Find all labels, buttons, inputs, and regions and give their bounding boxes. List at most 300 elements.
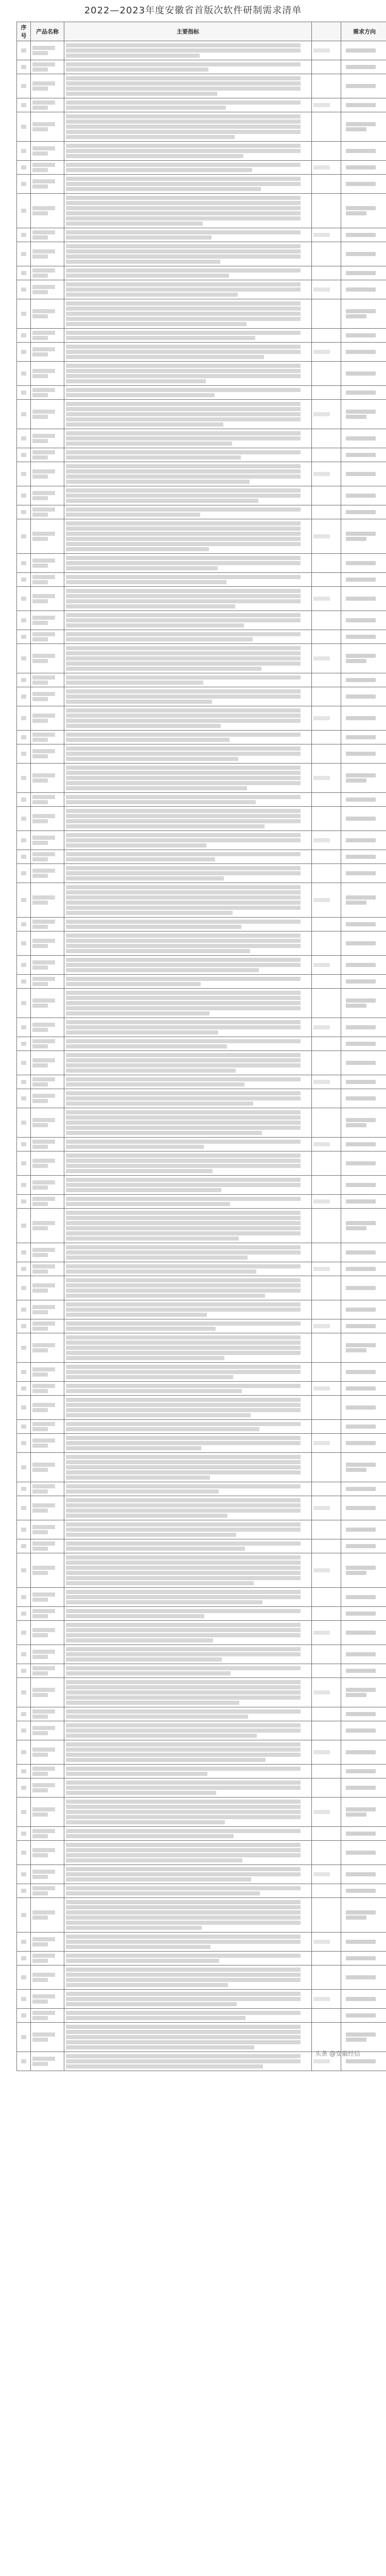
indicator-text-placeholder	[66, 1680, 301, 1684]
product-name-placeholder	[32, 255, 48, 259]
table-row	[17, 1151, 386, 1176]
row-number-cell	[17, 1841, 31, 1865]
indicator-text-placeholder	[66, 1126, 301, 1130]
demand-direction-cell	[341, 831, 386, 850]
gap-cell	[312, 429, 341, 448]
indicator-text-placeholder	[66, 201, 301, 205]
indicator-text-placeholder	[66, 1609, 301, 1613]
gap-cell	[312, 611, 341, 630]
product-name-placeholder	[32, 106, 48, 110]
product-name-placeholder	[32, 944, 48, 948]
gap-cell	[312, 362, 341, 386]
row-number-placeholder	[21, 1669, 26, 1673]
demand-direction-placeholder	[346, 838, 376, 842]
main-indicators-cell	[64, 706, 312, 731]
indicator-text-placeholder	[66, 1058, 301, 1062]
row-number-placeholder	[21, 855, 26, 859]
gap-cell	[312, 1363, 341, 1382]
indicator-text-placeholder	[66, 1997, 301, 2001]
demand-direction-placeholder	[346, 65, 376, 69]
indicator-text-placeholder	[66, 499, 258, 503]
main-indicators-cell	[64, 1588, 312, 1607]
row-number-placeholder	[21, 453, 26, 457]
demand-direction-placeholder	[346, 1226, 366, 1230]
product-name-placeholder	[32, 496, 48, 500]
indicator-text-placeholder	[66, 781, 301, 785]
demand-direction-placeholder	[346, 1463, 376, 1467]
gap-cell	[312, 1898, 341, 1933]
demand-direction-placeholder	[346, 1405, 376, 1410]
product-name-cell	[31, 1827, 64, 1841]
row-number-cell	[17, 1520, 31, 1539]
indicator-text-placeholder	[66, 982, 201, 986]
indicator-text-placeholder	[66, 1356, 224, 1360]
product-name-cell	[31, 975, 64, 989]
product-name-placeholder	[32, 1731, 48, 1735]
product-name-cell	[31, 1765, 64, 1778]
indicator-text-placeholder	[66, 1269, 256, 1274]
table-row	[17, 611, 386, 630]
table-row	[17, 1319, 386, 1333]
demand-direction-placeholder	[346, 537, 366, 541]
row-number-placeholder	[21, 391, 26, 395]
indicator-text-placeholder	[66, 885, 301, 889]
product-name-placeholder	[32, 249, 55, 253]
gap-placeholder	[313, 1568, 330, 1572]
row-number-cell	[17, 462, 31, 486]
indicator-text-placeholder	[66, 1647, 301, 1651]
gap-cell	[312, 1588, 341, 1607]
gap-cell	[312, 343, 341, 362]
product-name-cell	[31, 673, 64, 687]
product-name-placeholder	[32, 1772, 48, 1776]
row-number-placeholder	[21, 472, 26, 476]
product-name-cell	[31, 807, 64, 831]
gap-cell	[312, 1865, 341, 1884]
indicator-text-placeholder	[66, 667, 261, 671]
indicator-text-placeholder	[66, 163, 301, 167]
indicator-text-placeholder	[66, 1427, 259, 1431]
product-name-cell	[31, 194, 64, 228]
table-row	[17, 1051, 386, 1075]
gap-cell	[312, 1434, 341, 1453]
table-row	[17, 41, 386, 60]
product-name-cell	[31, 1018, 64, 1037]
main-indicators-cell	[64, 60, 312, 74]
demand-direction-cell	[341, 1151, 386, 1176]
row-number-placeholder	[21, 898, 26, 902]
main-indicators-cell	[64, 1898, 312, 1933]
indicator-text-placeholder	[66, 1834, 234, 1838]
indicator-text-placeholder	[66, 824, 265, 828]
product-name-placeholder	[32, 1994, 55, 1998]
row-number-placeholder	[21, 838, 26, 842]
demand-direction-cell	[341, 807, 386, 831]
indicator-text-placeholder	[66, 513, 200, 517]
demand-direction-cell	[341, 1645, 386, 1664]
demand-direction-placeholder	[346, 694, 376, 699]
product-name-cell	[31, 1588, 64, 1607]
indicator-text-placeholder	[66, 1701, 239, 1705]
indicator-text-placeholder	[66, 521, 301, 526]
row-number-cell	[17, 386, 31, 400]
indicator-text-placeholder	[66, 2011, 301, 2015]
table-row	[17, 1721, 386, 1740]
table-row	[17, 1965, 386, 1990]
row-number-cell	[17, 673, 31, 687]
indicator-text-placeholder	[66, 322, 247, 326]
gap-cell	[312, 1707, 341, 1721]
gap-cell	[312, 1765, 341, 1778]
row-number-cell	[17, 1396, 31, 1420]
product-name-cell	[31, 329, 64, 343]
demand-direction-placeholder	[346, 103, 376, 107]
indicator-text-placeholder	[66, 1781, 301, 1785]
product-name-placeholder	[32, 1910, 55, 1914]
product-name-placeholder	[32, 632, 55, 636]
product-name-cell	[31, 644, 64, 673]
product-name-placeholder	[32, 1829, 55, 1833]
gap-cell	[312, 918, 341, 931]
gap-cell	[312, 1420, 341, 1434]
indicator-text-placeholder	[66, 2054, 301, 2058]
row-number-placeholder	[21, 1631, 26, 1635]
indicator-text-placeholder	[66, 1101, 253, 1106]
document-page	[16, 0, 376, 2071]
gap-cell	[312, 1721, 341, 1740]
gap-cell	[312, 194, 341, 228]
row-number-cell	[17, 1209, 31, 1243]
product-name-placeholder	[32, 62, 55, 66]
table-row	[17, 112, 386, 142]
product-name-cell	[31, 74, 64, 98]
row-number-cell	[17, 831, 31, 850]
table-row	[17, 1075, 386, 1089]
row-number-placeholder	[21, 656, 26, 660]
row-number-placeholder	[21, 1810, 26, 1814]
indicator-text-placeholder	[66, 566, 218, 570]
main-indicators-cell	[64, 1553, 312, 1588]
table-row	[17, 1588, 386, 1607]
product-name-cell	[31, 299, 64, 329]
indicator-text-placeholder	[66, 795, 301, 799]
gap-cell	[312, 266, 341, 280]
product-name-placeholder	[32, 455, 48, 460]
table-row	[17, 386, 386, 400]
gap-placeholder	[313, 1997, 330, 2001]
demand-direction-placeholder	[346, 597, 376, 601]
gap-cell	[312, 1176, 341, 1195]
indicator-text-placeholder	[66, 1886, 301, 1890]
table-row	[17, 975, 386, 989]
indicator-text-placeholder	[66, 838, 301, 842]
product-name-placeholder	[32, 795, 55, 799]
product-name-cell	[31, 706, 64, 731]
product-name-cell	[31, 343, 64, 362]
gap-cell	[312, 989, 341, 1018]
gap-cell	[312, 175, 341, 194]
indicator-text-placeholder	[66, 1853, 301, 1857]
demand-direction-cell	[341, 1539, 386, 1553]
table-row	[17, 1276, 386, 1300]
gap-cell	[312, 673, 341, 687]
product-name-placeholder	[32, 1310, 48, 1314]
demand-direction-cell	[341, 329, 386, 343]
row-number-placeholder	[21, 1889, 26, 1893]
row-number-cell	[17, 1333, 31, 1363]
table-row	[17, 1607, 386, 1621]
row-number-placeholder	[21, 84, 26, 88]
product-name-placeholder	[32, 1264, 55, 1268]
indicator-text-placeholder	[66, 1983, 228, 1987]
row-number-placeholder	[21, 1544, 26, 1548]
row-number-placeholder	[21, 1712, 26, 1716]
indicator-text-placeholder	[66, 244, 301, 248]
demand-direction-placeholder	[346, 941, 376, 945]
indicator-text-placeholder	[66, 632, 301, 636]
gap-cell	[312, 1482, 341, 1496]
demand-direction-cell	[341, 1865, 386, 1884]
product-name-placeholder	[32, 1305, 55, 1309]
main-indicators-cell	[64, 1333, 312, 1363]
gap-placeholder	[313, 1080, 330, 1084]
demand-direction-placeholder	[346, 1956, 376, 1960]
product-name-placeholder	[32, 1598, 48, 1602]
header-gap	[312, 22, 341, 41]
product-name-placeholder	[32, 1709, 55, 1714]
demand-direction-placeholder	[346, 1096, 376, 1100]
row-number-placeholder	[21, 1080, 26, 1084]
indicator-text-placeholder	[66, 681, 203, 685]
table-row	[17, 448, 386, 462]
product-name-placeholder	[32, 754, 48, 758]
demand-direction-placeholder	[346, 817, 376, 821]
gap-cell	[312, 850, 341, 864]
main-indicators-cell	[64, 1089, 312, 1108]
demand-direction-placeholder	[346, 1343, 376, 1347]
indicator-text-placeholder	[66, 230, 301, 234]
main-indicators-cell	[64, 764, 312, 793]
demand-direction-cell	[341, 1588, 386, 1607]
table-row	[17, 1520, 386, 1539]
demand-direction-placeholder	[346, 1487, 376, 1491]
indicator-text-placeholder	[66, 991, 301, 995]
main-indicators-cell	[64, 1018, 312, 1037]
row-number-cell	[17, 1453, 31, 1482]
table-row	[17, 1382, 386, 1396]
gap-cell	[312, 400, 341, 429]
indicator-text-placeholder	[66, 977, 301, 981]
indicator-text-placeholder	[66, 350, 301, 354]
indicator-text-placeholder	[66, 301, 301, 306]
row-number-cell	[17, 74, 31, 98]
indicator-text-placeholder	[66, 1365, 301, 1369]
demand-direction-placeholder	[346, 472, 376, 476]
main-indicators-cell	[64, 1396, 312, 1420]
indicator-text-placeholder	[66, 1001, 301, 1005]
row-number-cell	[17, 299, 31, 329]
product-name-placeholder	[32, 1422, 55, 1426]
indicator-text-placeholder	[66, 1370, 301, 1374]
product-name-placeholder	[32, 616, 55, 620]
indicator-text-placeholder	[66, 675, 301, 680]
indicator-text-placeholder	[66, 1044, 227, 1048]
gap-cell	[312, 505, 341, 519]
indicator-text-placeholder	[66, 345, 301, 349]
product-name-placeholder	[32, 1289, 48, 1293]
demand-direction-cell	[341, 1300, 386, 1319]
demand-direction-placeholder	[346, 211, 366, 215]
main-indicators-cell	[64, 554, 312, 573]
row-number-cell	[17, 112, 31, 142]
requirements-body	[17, 41, 386, 2071]
indicator-text-placeholder	[66, 1145, 204, 1149]
indicator-text-placeholder	[66, 1671, 231, 1675]
product-name-cell	[31, 1798, 64, 1827]
demand-direction-placeholder	[346, 2038, 366, 2042]
table-row	[17, 1553, 386, 1588]
product-name-cell	[31, 989, 64, 1018]
product-name-placeholder	[32, 1853, 48, 1857]
demand-direction-cell	[341, 1898, 386, 1933]
row-number-placeholder	[21, 716, 26, 720]
product-name-placeholder	[32, 1389, 48, 1393]
main-indicators-cell	[64, 793, 312, 807]
row-number-cell	[17, 644, 31, 673]
table-row	[17, 2009, 386, 2023]
indicator-text-placeholder	[66, 268, 301, 273]
indicator-text-placeholder	[66, 589, 301, 593]
demand-direction-placeholder	[346, 561, 376, 565]
row-number-cell	[17, 448, 31, 462]
product-name-placeholder	[32, 1327, 48, 1331]
table-row	[17, 2023, 386, 2052]
indicator-text-placeholder	[66, 307, 301, 311]
table-row	[17, 343, 386, 362]
indicator-text-placeholder	[66, 1623, 301, 1627]
indicator-text-placeholder	[66, 206, 301, 210]
demand-direction-placeholder	[346, 1940, 376, 1944]
demand-direction-cell	[341, 975, 386, 989]
gap-cell	[312, 975, 341, 989]
demand-direction-cell	[341, 1884, 386, 1898]
indicator-text-placeholder	[66, 1858, 242, 1862]
indicator-text-placeholder	[66, 494, 301, 498]
table-row	[17, 266, 386, 280]
row-number-cell	[17, 706, 31, 731]
demand-direction-placeholder	[346, 1544, 376, 1548]
product-name-cell	[31, 744, 64, 764]
product-name-placeholder	[32, 1875, 48, 1879]
gap-cell	[312, 1243, 341, 1262]
indicator-text-placeholder	[66, 1384, 301, 1388]
row-number-placeholder	[21, 1267, 26, 1271]
demand-direction-placeholder	[346, 182, 376, 186]
demand-direction-placeholder	[346, 1728, 376, 1733]
demand-direction-placeholder	[346, 149, 376, 153]
product-name-placeholder	[32, 558, 55, 563]
product-name-placeholder	[32, 434, 55, 438]
product-name-cell	[31, 505, 64, 519]
indicator-text-placeholder	[66, 651, 301, 655]
row-number-placeholder	[21, 1940, 26, 1944]
indicator-text-placeholder	[66, 800, 256, 804]
demand-direction-placeholder	[346, 871, 376, 875]
product-name-placeholder	[32, 230, 55, 234]
demand-direction-placeholder	[346, 1807, 376, 1811]
product-name-placeholder	[32, 179, 55, 183]
main-indicators-cell	[64, 329, 312, 343]
product-name-placeholder	[32, 1180, 55, 1184]
demand-direction-cell	[341, 1037, 386, 1051]
gap-cell	[312, 1195, 341, 1209]
product-name-cell	[31, 1621, 64, 1645]
product-name-placeholder	[32, 1807, 55, 1811]
product-name-cell	[31, 587, 64, 611]
demand-direction-placeholder	[346, 798, 376, 802]
product-name-placeholder	[32, 1063, 48, 1067]
row-number-cell	[17, 1952, 31, 1965]
row-number-placeholder	[21, 941, 26, 945]
table-row	[17, 161, 386, 175]
product-name-cell	[31, 161, 64, 175]
product-name-cell	[31, 1151, 64, 1176]
row-number-cell	[17, 1588, 31, 1607]
product-name-placeholder	[32, 800, 48, 804]
gap-placeholder	[313, 963, 330, 967]
product-name-placeholder	[32, 67, 48, 72]
product-name-cell	[31, 1396, 64, 1420]
main-indicators-cell	[64, 1933, 312, 1952]
indicator-text-placeholder	[66, 1115, 301, 1120]
indicator-text-placeholder	[66, 455, 241, 460]
row-number-placeholder	[21, 209, 26, 213]
product-name-placeholder	[32, 1372, 48, 1377]
demand-direction-cell	[341, 883, 386, 918]
product-name-placeholder	[32, 977, 55, 981]
product-name-cell	[31, 1990, 64, 2009]
main-indicators-cell	[64, 1382, 312, 1396]
indicator-text-placeholder	[66, 925, 241, 929]
main-indicators-cell	[64, 386, 312, 400]
indicator-text-placeholder	[66, 1867, 301, 1871]
table-row	[17, 1018, 386, 1037]
gap-placeholder	[313, 350, 330, 354]
row-number-placeholder	[21, 149, 26, 153]
product-name-cell	[31, 1089, 64, 1108]
product-name-placeholder	[32, 714, 55, 718]
demand-direction-placeholder	[346, 1652, 376, 1656]
gap-placeholder	[313, 898, 330, 902]
product-name-cell	[31, 1108, 64, 1138]
demand-direction-placeholder	[346, 287, 376, 292]
demand-direction-cell	[341, 519, 386, 554]
row-number-cell	[17, 2052, 31, 2071]
gap-placeholder	[313, 1199, 330, 1204]
indicator-text-placeholder	[66, 317, 301, 321]
indicator-text-placeholder	[66, 580, 226, 584]
main-indicators-cell	[64, 1778, 312, 1798]
demand-direction-cell	[341, 1707, 386, 1721]
demand-direction-cell	[341, 486, 386, 505]
product-name-placeholder	[32, 1628, 55, 1632]
indicator-text-placeholder	[66, 393, 215, 397]
product-name-placeholder	[32, 814, 55, 818]
row-number-cell	[17, 1151, 31, 1176]
product-name-cell	[31, 112, 64, 142]
table-row	[17, 554, 386, 573]
demand-direction-placeholder	[346, 1308, 376, 1312]
